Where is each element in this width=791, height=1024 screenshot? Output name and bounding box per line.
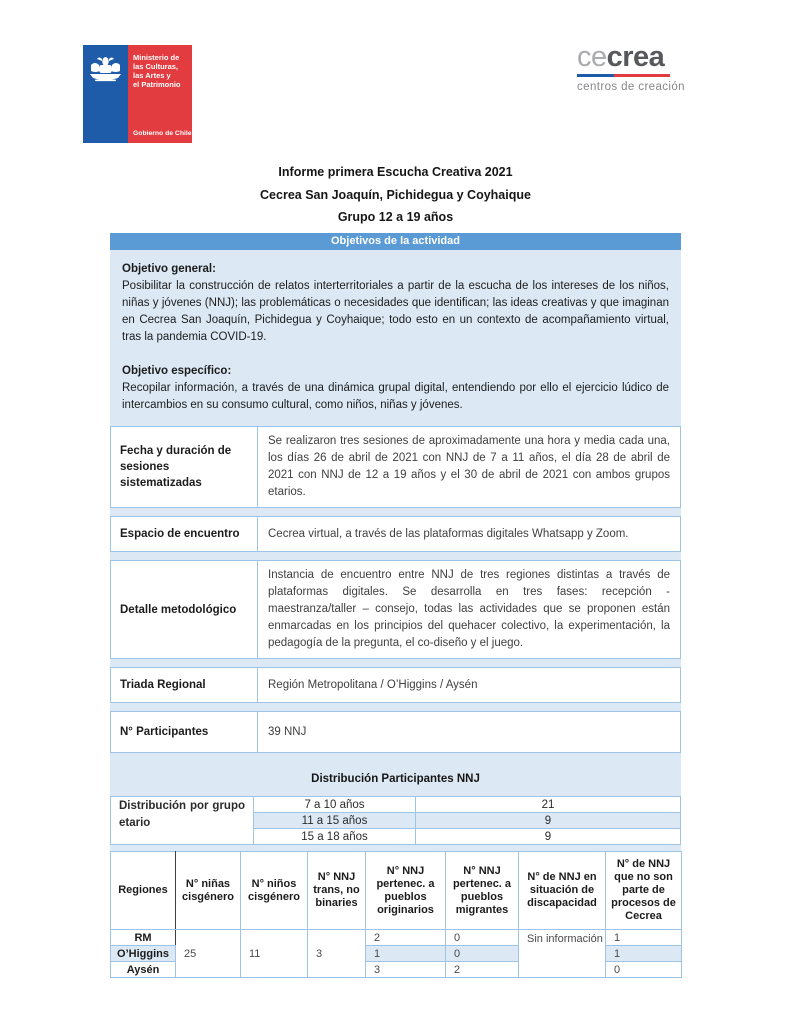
column-header-ninos-cisgenero: N° niños cisgénero [241,852,308,930]
row-value [258,561,680,658]
ninas-cisgenero-value: 25 [176,930,241,978]
table-row-detalle [110,560,681,659]
grupo-etario-table [110,796,681,845]
row-value [258,427,680,507]
column-header-ninas-cisgenero: N° niñas cisgénero [176,852,241,930]
title-line-2: Cecrea San Joaquín, Pichidegua y Coyhaique [260,187,531,202]
row-value-text: Cecrea virtual, a través de las plataformas digitales Whatsapp y Zoom. [268,527,629,540]
table-row-espacio [110,516,681,552]
table-row [111,797,681,813]
column-header-pueblos-migrantes: N° NNJ pertenec. a pueblos migrantes [446,852,519,930]
row-value-text: Región Metropolitana / O’Higgins / Aysén [268,678,478,691]
table-row-fecha [110,426,681,508]
age-range-cell: 7 a 10 años [254,797,416,813]
cecrea-divider-blue [577,74,614,77]
pueblos-migrantes-value: 0 [446,930,519,946]
objetivo-general-text: Posibilitar la construcción de relatos interterritoriales a partir de la escucha de los intereses de los niños, niñas y jóvenes (NNJ); las problemáticas o necesidades que identifican; las ideas creativas y que imaginan en Cecrea San Joaquín, Pichidegua y Coyhaique; todo esto en un contexto de acompañamiento virtual, tras la pandemia COVID-19. [122,280,669,343]
cecrea-wordmark-light: ce [577,41,607,73]
no-procesos-cecrea-value: 1 [606,946,682,962]
ministry-logo [83,45,192,143]
table-row-participantes [110,711,681,753]
cecrea-wordmark-bold: crea [606,41,665,73]
table-row-rm [111,930,682,946]
info-table [110,420,681,753]
ministry-name-line: el Patrimonio [133,80,181,89]
row-label: Detalle metodológico [111,561,258,658]
objetivo-especifico-text: Recopilar información, a través de una dinámica grupal digital, entendiendo por ello el ejercicio lúdico de intercambios en su consumo cultural, como niños, niñas y jóvenes. [122,382,669,411]
region-name-cell: Aysén [111,962,176,978]
ministry-logo-blue-band [83,45,128,143]
cecrea-subtitle: centros de creación [577,81,685,93]
count-cell: 9 [416,829,681,845]
age-range-cell: 11 a 15 años [254,813,416,829]
row-label: Espacio de encuentro [111,517,258,551]
row-value-text: Se realizaron tres sesiones de aproximadamente una hora y media cada una, los días 26 de abril de 2021 con NNJ de 7 a 11 años, el día 28 de abril de 2021 con NNJ de 12 a 19 años y el 30 de abril de 2021 con ambos grupos etarios. [268,435,670,498]
distribucion-section-title: Distribución Participantes NNJ [311,773,480,785]
regiones-table [110,851,682,978]
ministry-logo-red-band [128,45,192,143]
column-header-nnj-trans: N° NNJ trans, no binaries [308,852,366,930]
no-procesos-cecrea-value: 0 [606,962,682,978]
gobierno-de-chile-label: Gobierno de Chile [133,130,192,137]
row-value [258,517,680,551]
column-header-regiones: Regiones [111,852,176,930]
region-name-cell: O’Higgins [111,946,176,962]
pueblos-originarios-value: 2 [366,930,446,946]
pueblos-migrantes-value: 2 [446,962,519,978]
cecrea-divider [577,74,670,77]
document-title [0,161,791,229]
region-name-cell: RM [111,930,176,946]
table-row-triada [110,667,681,703]
cecrea-divider-red [614,74,670,77]
objetivo-especifico-label: Objetivo específico: [122,365,232,377]
count-cell: 21 [416,797,681,813]
row-value-text: 39 NNJ [268,725,307,738]
column-header-discapacidad: N° de NNJ en situación de discapacidad [519,852,606,930]
panel-header-bar: Objetivos de la actividad [110,233,681,250]
objetivo-general-label: Objetivo general: [122,263,216,275]
grupo-etario-label: Distribución por grupo etario [111,797,254,845]
row-value-text: Instancia de encuentro entre NNJ de tres regiones distintas a través de plataformas digitales. Se desarrolla en tres fases: recepción - maestranza/taller – consejo, todas las actividades que se proponen están enmarcadas en los principios del quehacer colectivo, la experimentación, la pedagogía de la pregunta, el co-diseño y el juego. [268,569,670,649]
ministry-name-line: las Culturas, [133,62,179,71]
pueblos-originarios-value: 1 [366,946,446,962]
discapacidad-value: Sin información [519,930,606,978]
chile-coat-of-arms-icon [87,55,124,85]
row-value [258,668,680,702]
title-line-3: Grupo 12 a 19 años [337,210,454,224]
table-header-row [111,852,682,930]
age-range-cell: 15 a 18 años [254,829,416,845]
column-header-pueblos-originarios: N° NNJ pertenec. a pueblos originarios [366,852,446,930]
pueblos-migrantes-value: 0 [446,946,519,962]
ministry-name-line: Ministerio de [133,53,180,62]
no-procesos-cecrea-value: 1 [606,930,682,946]
ninos-cisgenero-value: 11 [241,930,308,978]
row-label: Fecha y duración de sesiones sistematizadas [111,427,258,507]
column-header-no-procesos-cecrea: N° de NNJ que no son parte de procesos de Cecrea [606,852,682,930]
title-line-1: Informe primera Escucha Creativa 2021 [278,165,513,179]
objetivos-panel [110,233,681,978]
spacer [122,346,669,363]
cecrea-logo [577,42,697,93]
count-cell: 9 [416,813,681,829]
row-label: N° Participantes [111,712,258,752]
pueblos-originarios-value: 3 [366,962,446,978]
ministry-name-line: las Artes y [133,71,171,80]
row-value [258,712,680,752]
objetivos-section [110,250,681,420]
cecrea-wordmark [577,42,697,72]
nnj-trans-value: 3 [308,930,366,978]
row-label: Triada Regional [111,668,258,702]
